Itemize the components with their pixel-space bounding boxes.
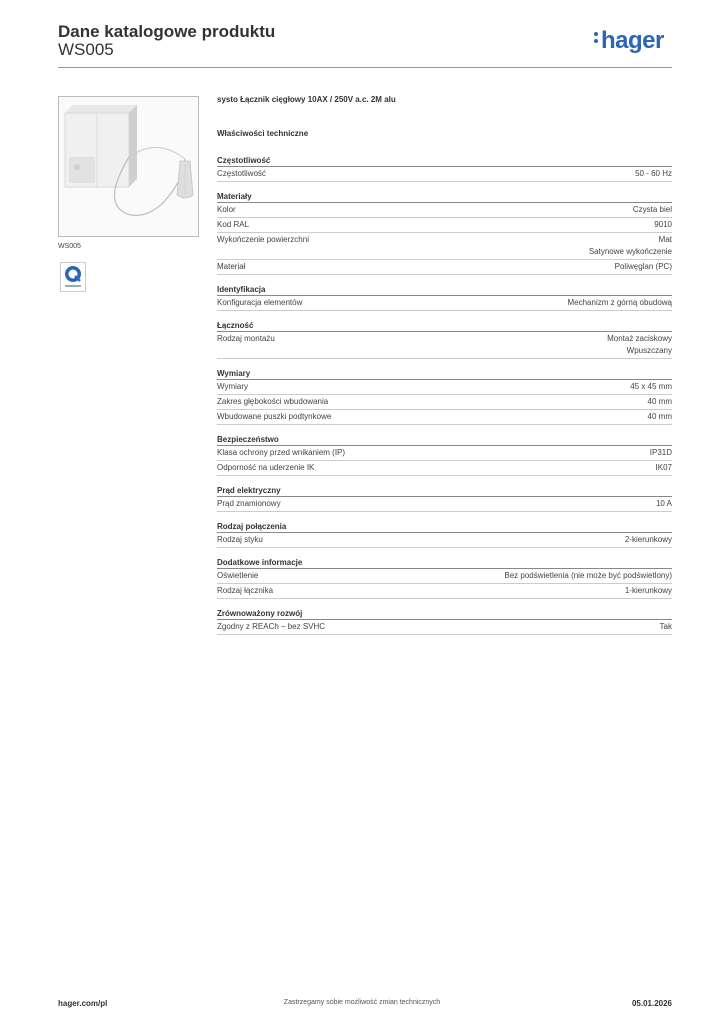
property-section <box>217 521 672 548</box>
property-row <box>217 203 672 218</box>
property-value-line: 1-kierunkowy <box>624 586 672 595</box>
property-value-line: IK07 <box>655 463 672 472</box>
property-value <box>345 447 672 459</box>
property-value <box>328 396 672 408</box>
property-value-line: 2-kierunkowy <box>624 535 672 544</box>
property-value-line: 50 - 60 Hz <box>635 169 672 178</box>
property-label: Oświetlenie <box>217 571 259 580</box>
image-caption: WS005 <box>58 243 81 250</box>
property-row <box>217 446 672 461</box>
footer-disclaimer: Zastrzegamy sobie możliwość zmian technicznych <box>283 999 441 1006</box>
property-value-line: 10 A <box>655 499 672 508</box>
property-label: Materiał <box>217 262 246 271</box>
property-section <box>217 434 672 476</box>
property-row <box>217 260 672 275</box>
property-row <box>217 620 672 635</box>
property-value-line: 45 x 45 mm <box>630 382 672 391</box>
property-row <box>217 569 672 584</box>
section-title: Zrównoważony rozwój <box>217 608 672 620</box>
quality-q-icon <box>61 263 85 291</box>
property-label: Rodzaj styku <box>217 535 263 544</box>
property-value <box>249 219 672 231</box>
property-value-line: Mechanizm z górną obudową <box>567 298 672 307</box>
property-row <box>217 332 672 359</box>
section-title: Łączność <box>217 320 672 332</box>
property-value <box>309 234 672 258</box>
property-value-line: Satynowe wykończenie <box>588 247 672 256</box>
property-section <box>217 320 672 359</box>
property-value <box>275 333 672 357</box>
property-value-line: 9010 <box>654 220 672 229</box>
property-label: Klasa ochrony przed wnikaniem (IP) <box>217 448 346 457</box>
property-section <box>217 485 672 512</box>
property-value-line: Montaż zaciskowy <box>607 334 672 343</box>
property-label: Wymiary <box>217 382 249 391</box>
property-value-line: 40 mm <box>647 397 672 406</box>
section-title: Materiały <box>217 191 672 203</box>
product-title: systo Łącznik cięgłowy 10AX / 250V a.c. 2M alu <box>217 95 396 104</box>
property-value-line: Czysta biel <box>632 205 672 214</box>
property-value-line: 40 mm <box>647 412 672 421</box>
property-row <box>217 461 672 476</box>
property-row <box>217 395 672 410</box>
property-section <box>217 368 672 425</box>
property-value <box>236 204 672 216</box>
property-row <box>217 410 672 425</box>
section-title: Wymiary <box>217 368 672 380</box>
section-title: Bezpieczeństwo <box>217 434 672 446</box>
property-value-line: Bez podświetlenia (nie może być podświetlony) <box>504 571 672 580</box>
property-label: Zakres głębokości wbudowania <box>217 397 329 406</box>
section-title: Częstotliwość <box>217 155 672 167</box>
properties-sections <box>217 155 672 635</box>
property-label: Konfiguracja elementów <box>217 298 303 307</box>
property-section <box>217 557 672 599</box>
property-value-line: Wpuszczany <box>626 346 672 355</box>
technical-properties-heading: Właściwości techniczne <box>217 129 309 138</box>
property-value <box>281 498 672 510</box>
property-section <box>217 191 672 275</box>
footer-date: 05.01.2026 <box>631 999 672 1008</box>
property-label: Wbudowane puszki podtynkowe <box>217 412 332 421</box>
property-row <box>217 167 672 182</box>
property-value-line: IP31D <box>649 448 672 457</box>
property-section <box>217 608 672 635</box>
property-value-line: Tak <box>659 622 672 631</box>
footer-website[interactable]: hager.com/pl <box>58 999 108 1008</box>
section-title: Identyfikacja <box>217 284 672 296</box>
property-value <box>263 534 672 546</box>
property-section <box>217 284 672 311</box>
property-value-line: Mat <box>658 235 672 244</box>
property-label: Kolor <box>217 205 236 214</box>
property-row <box>217 497 672 512</box>
property-value <box>248 381 672 393</box>
property-section <box>217 155 672 182</box>
property-label: Kod RAL <box>217 220 250 229</box>
property-value <box>302 297 672 309</box>
product-details <box>217 95 672 635</box>
section-title: Dodatkowe informacje <box>217 557 672 569</box>
property-row <box>217 380 672 395</box>
property-row <box>217 233 672 260</box>
section-title: Rodzaj połączenia <box>217 521 672 533</box>
property-label: Rodzaj łącznika <box>217 586 274 595</box>
property-value <box>273 585 672 597</box>
section-title: Prąd elektryczny <box>217 485 672 497</box>
property-value <box>314 462 672 474</box>
property-value <box>258 570 672 582</box>
property-value <box>266 168 672 180</box>
property-value <box>245 261 672 273</box>
property-label: Prąd znamionowy <box>217 499 281 508</box>
property-value-line: Poliwęglan (PC) <box>614 262 672 271</box>
page-title: Dane katalogowe produktu <box>58 22 276 41</box>
header-divider <box>58 67 672 68</box>
product-code: WS005 <box>58 40 114 59</box>
product-image <box>58 96 199 237</box>
property-row <box>217 533 672 548</box>
pull-switch-image-icon <box>59 97 199 237</box>
quality-badge <box>60 262 86 292</box>
property-row <box>217 296 672 311</box>
hager-logo[interactable]: hager <box>594 27 664 55</box>
property-label: Częstotliwość <box>217 169 266 178</box>
property-label: Zgodny z REACh – bez SVHC <box>217 622 326 631</box>
property-label: Rodzaj montażu <box>217 334 275 343</box>
property-row <box>217 584 672 599</box>
property-label: Odporność na uderzenie IK <box>217 463 315 472</box>
property-value <box>331 411 672 423</box>
property-value <box>325 621 672 633</box>
logo-dots-icon <box>594 29 599 46</box>
property-label: Wykończenie powierzchni <box>217 235 309 244</box>
property-row <box>217 218 672 233</box>
